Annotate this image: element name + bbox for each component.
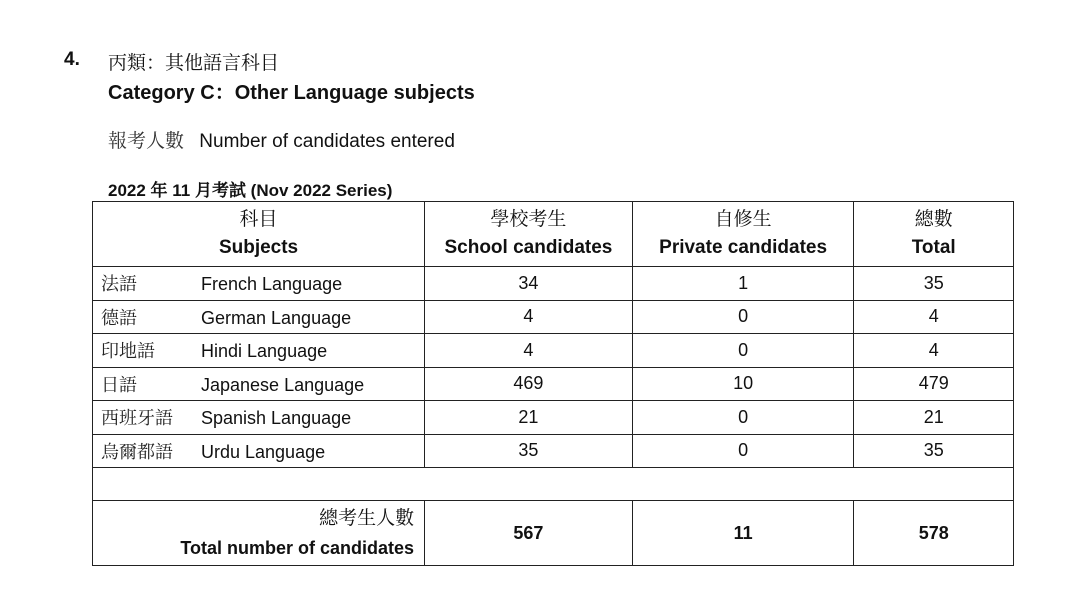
subject-zh: 德語 bbox=[101, 307, 137, 329]
header-private-en: Private candidates bbox=[659, 237, 828, 258]
header-private-zh: 自修生 bbox=[714, 208, 772, 230]
subject-en: French Language bbox=[201, 274, 343, 295]
school-count: 21 bbox=[425, 401, 633, 435]
table-row bbox=[93, 334, 1014, 368]
subject-zh: 烏爾都語 bbox=[101, 441, 173, 463]
private-count: 0 bbox=[632, 300, 854, 334]
private-count: 0 bbox=[632, 334, 854, 368]
series-title: 2022 年 11 月考試 (Nov 2022 Series) bbox=[108, 181, 393, 200]
subject-en: Japanese Language bbox=[201, 374, 365, 395]
total-private-count: 11 bbox=[632, 501, 854, 566]
subject-zh: 法語 bbox=[101, 274, 137, 296]
header-school bbox=[425, 202, 633, 267]
school-count: 35 bbox=[425, 434, 633, 468]
school-count: 34 bbox=[425, 267, 633, 301]
caption-chinese: 報考人數 bbox=[108, 130, 185, 152]
table-row bbox=[93, 401, 1014, 435]
caption bbox=[108, 126, 455, 153]
subject-cell bbox=[93, 367, 425, 401]
total-count: 4 bbox=[854, 300, 1014, 334]
table-row bbox=[93, 267, 1014, 301]
subject-zh: 日語 bbox=[101, 374, 137, 396]
caption-english: Number of candidates entered bbox=[199, 131, 455, 152]
blank-cell bbox=[93, 468, 1014, 501]
header-subjects-en: Subjects bbox=[218, 237, 299, 258]
subject-en: German Language bbox=[201, 307, 352, 328]
private-count: 10 bbox=[632, 367, 854, 401]
total-label-en: Total number of candidates bbox=[180, 538, 415, 558]
total-count: 21 bbox=[854, 401, 1014, 435]
subject-zh: 印地語 bbox=[101, 341, 155, 363]
subject-en: Urdu Language bbox=[201, 441, 326, 462]
school-count: 4 bbox=[425, 334, 633, 368]
total-count: 4 bbox=[854, 334, 1014, 368]
header-total-en: Total bbox=[911, 237, 956, 258]
table-row bbox=[93, 434, 1014, 468]
header-school-zh: 學校考生 bbox=[490, 208, 567, 230]
school-count: 4 bbox=[425, 300, 633, 334]
private-count: 1 bbox=[632, 267, 854, 301]
subject-cell bbox=[93, 401, 425, 435]
blank-row bbox=[93, 468, 1014, 501]
table-row bbox=[93, 367, 1014, 401]
total-school-count: 567 bbox=[425, 501, 633, 566]
header-school-en: School candidates bbox=[444, 237, 613, 258]
total-label-cell bbox=[93, 501, 425, 566]
subject-cell bbox=[93, 300, 425, 334]
subject-en: Spanish Language bbox=[201, 408, 352, 429]
header-total-zh: 總數 bbox=[914, 208, 953, 230]
header-private bbox=[632, 202, 854, 267]
private-count: 0 bbox=[632, 434, 854, 468]
private-count: 0 bbox=[632, 401, 854, 435]
total-label-zh: 總考生人數 bbox=[319, 507, 415, 529]
school-count: 469 bbox=[425, 367, 633, 401]
total-count: 479 bbox=[854, 367, 1014, 401]
subject-cell bbox=[93, 434, 425, 468]
subject-en: Hindi Language bbox=[201, 341, 328, 362]
total-count: 35 bbox=[854, 267, 1014, 301]
table-row bbox=[93, 300, 1014, 334]
section-title-english: Category C：Other Language subjects bbox=[108, 82, 475, 104]
header-row bbox=[93, 202, 1014, 267]
subject-cell bbox=[93, 334, 425, 368]
grand-total-count: 578 bbox=[854, 501, 1014, 566]
total-row bbox=[93, 501, 1014, 566]
header-total bbox=[854, 202, 1014, 267]
header-subjects bbox=[93, 202, 425, 267]
subject-cell bbox=[93, 267, 425, 301]
subject-zh: 西班牙語 bbox=[101, 408, 173, 430]
candidates-table bbox=[92, 201, 1014, 566]
section-number: 4. bbox=[64, 49, 80, 70]
section-title-chinese: 丙類：其他語言科目 bbox=[108, 52, 280, 74]
total-count: 35 bbox=[854, 434, 1014, 468]
header-subjects-zh: 科目 bbox=[239, 208, 278, 230]
